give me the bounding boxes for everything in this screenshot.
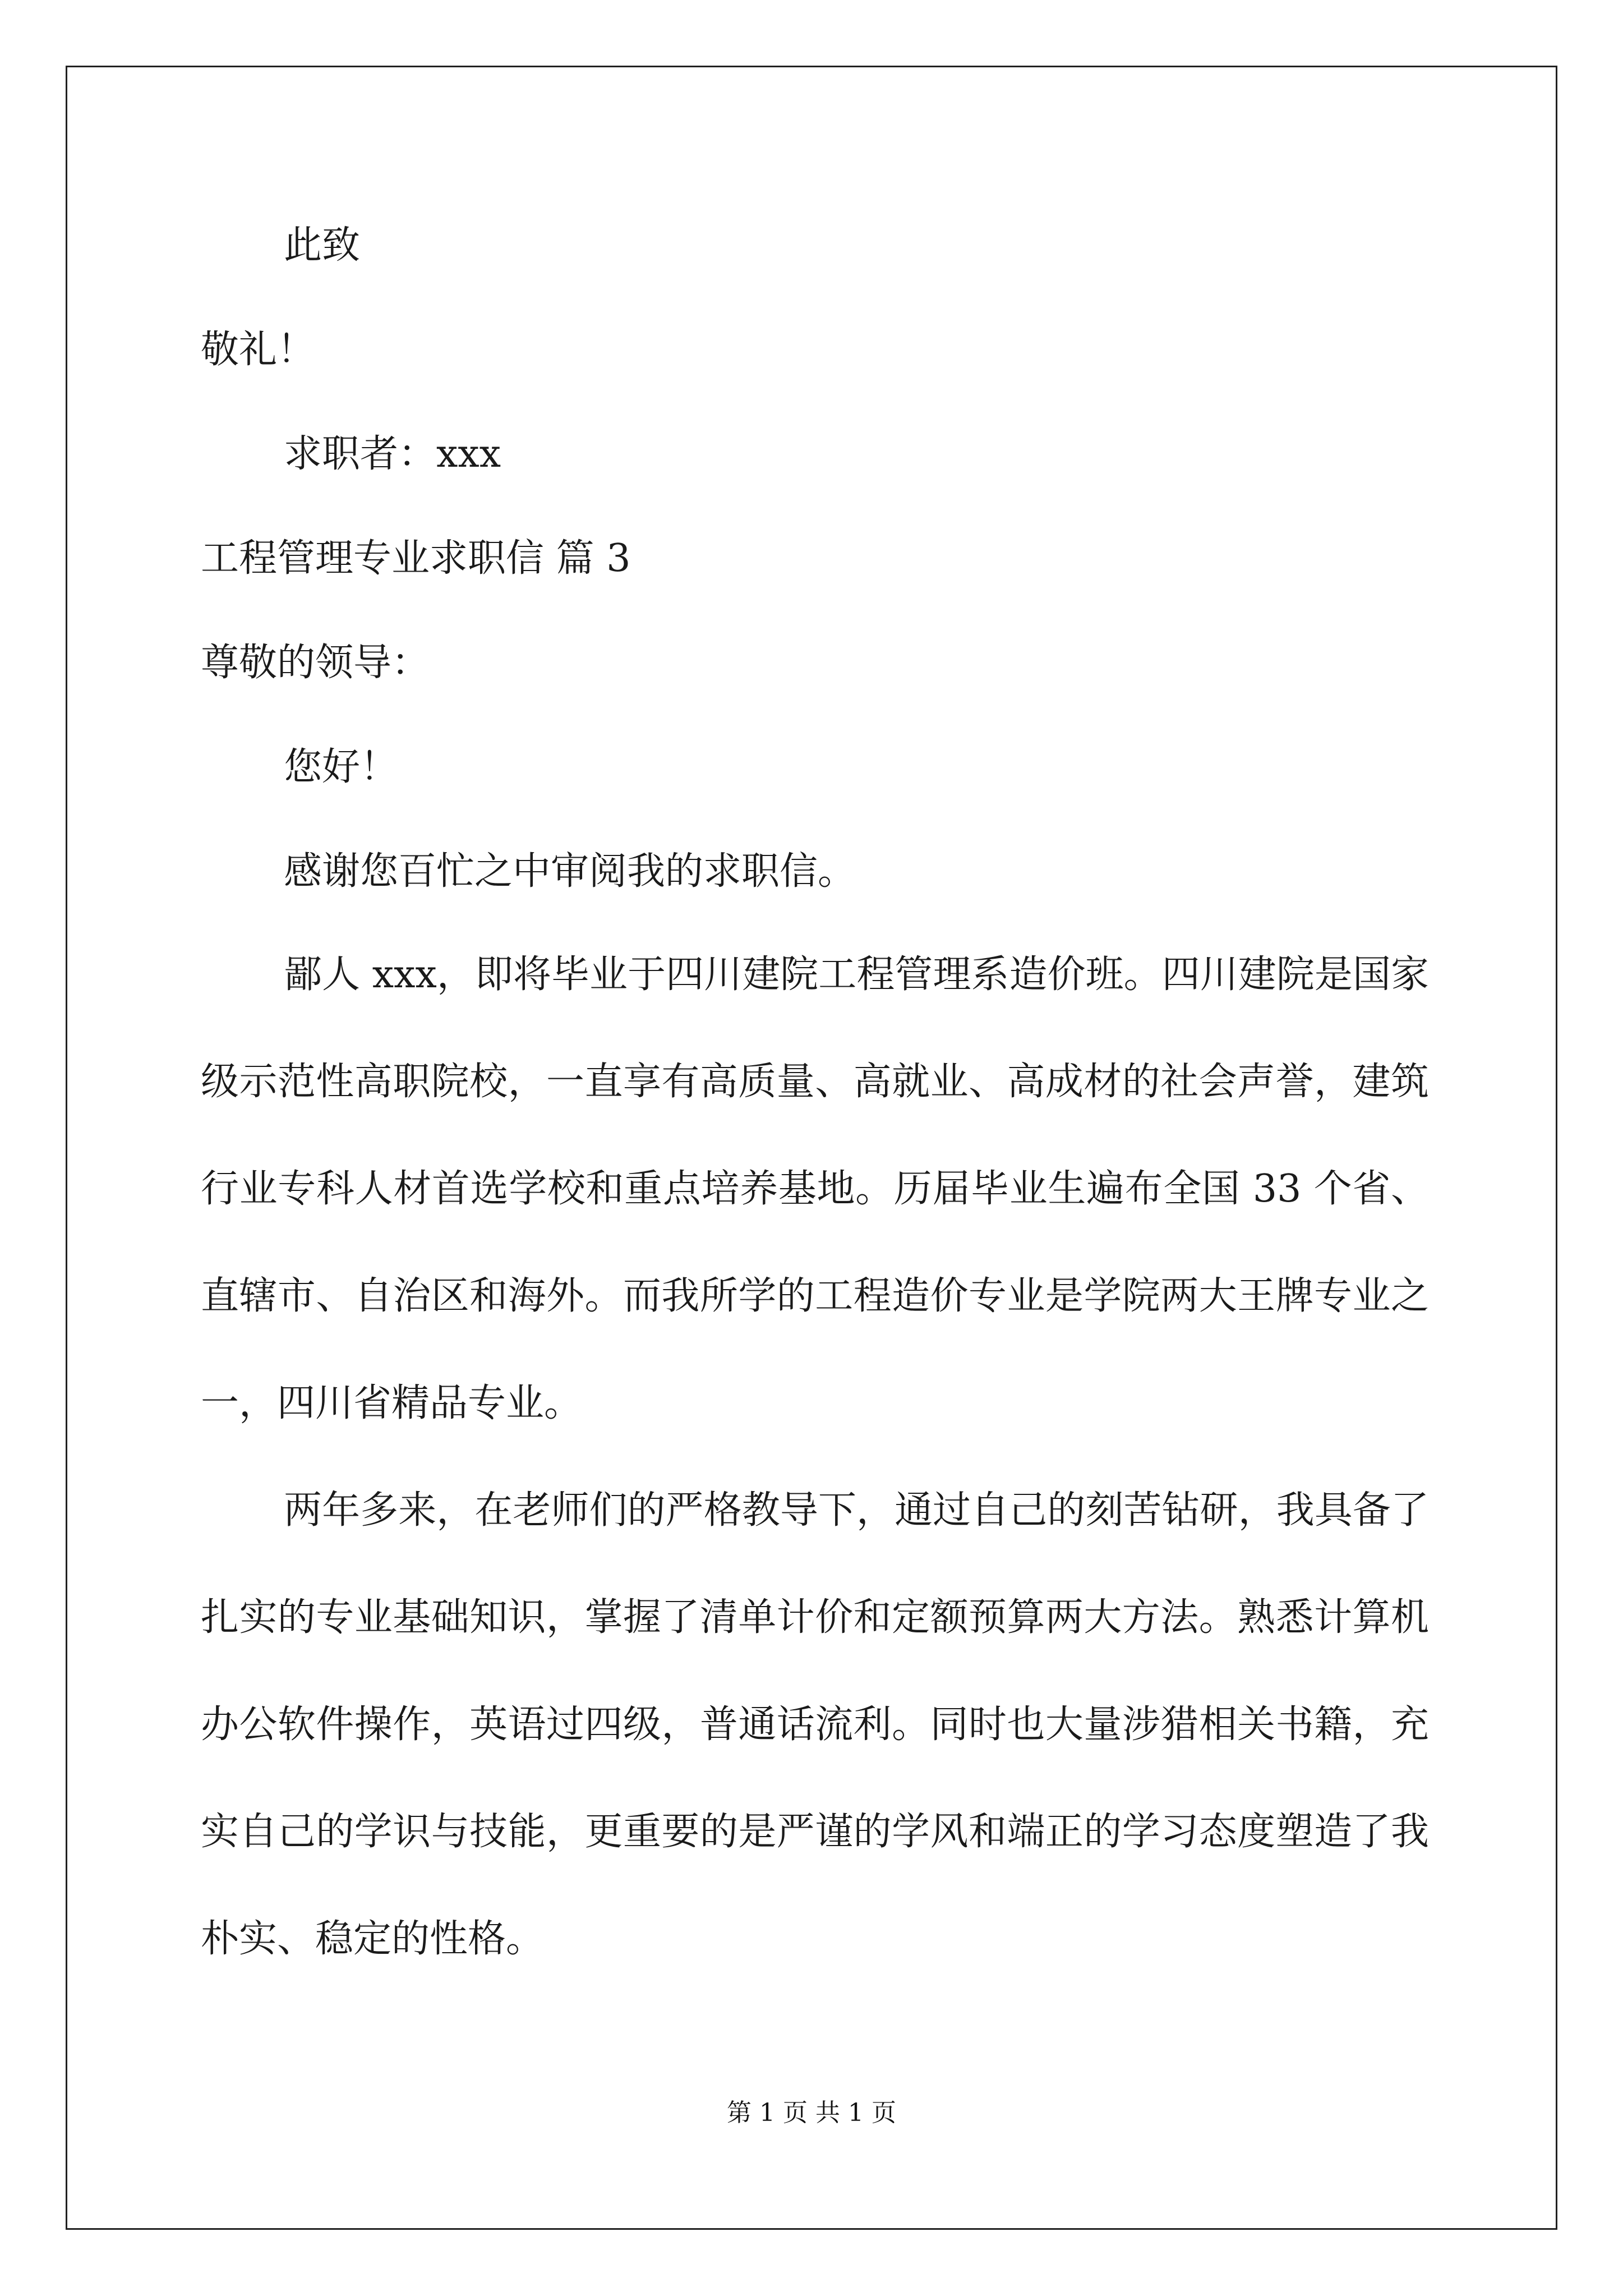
salutation: 尊敬的领导： bbox=[201, 641, 430, 685]
paragraph-3: 两年多来，在老师们的严格教导下，通过自己的刻苦钻研，我具备了扎实的专业基础知识，掌握了清单计价和定额预算两大方法。熟悉计算机办公软件操作，英语过四级，普通话流利。同时也大量涉猎相关书籍，充实自己的学识与技能，更重要的是严谨的学风和端正的学习态度塑造了我朴实、稳定的性格。 bbox=[201, 1488, 1429, 1961]
paragraph-2: 鄙人 xxx，即将毕业于四川建院工程管理系造价班。四川建院是国家级示范性高职院校，一直享有高质量、高就业、高成材的社会声誉，建筑行业专科人材首选学校和重点培养基地。历届毕业生遍布全国 33 个省、直辖市、自治区和海外。而我所学的工程造价专业是学院两大王牌专业之一，四川省精品专业。 bbox=[201, 953, 1429, 1425]
greeting: 您好！ bbox=[284, 745, 399, 789]
section-heading: 工程管理专业求职信 篇 3 bbox=[201, 536, 631, 581]
closing-line-2: 敬礼！ bbox=[201, 328, 316, 372]
closing-line-1: 此致 bbox=[284, 223, 361, 268]
signature-line: 求职者：xxx bbox=[284, 432, 501, 476]
paragraph-1: 感谢您百忙之中审阅我的求职信。 bbox=[284, 849, 856, 894]
letter-body bbox=[201, 219, 1429, 1993]
page-footer: 第 1 页 共 1 页 bbox=[727, 2099, 896, 2127]
